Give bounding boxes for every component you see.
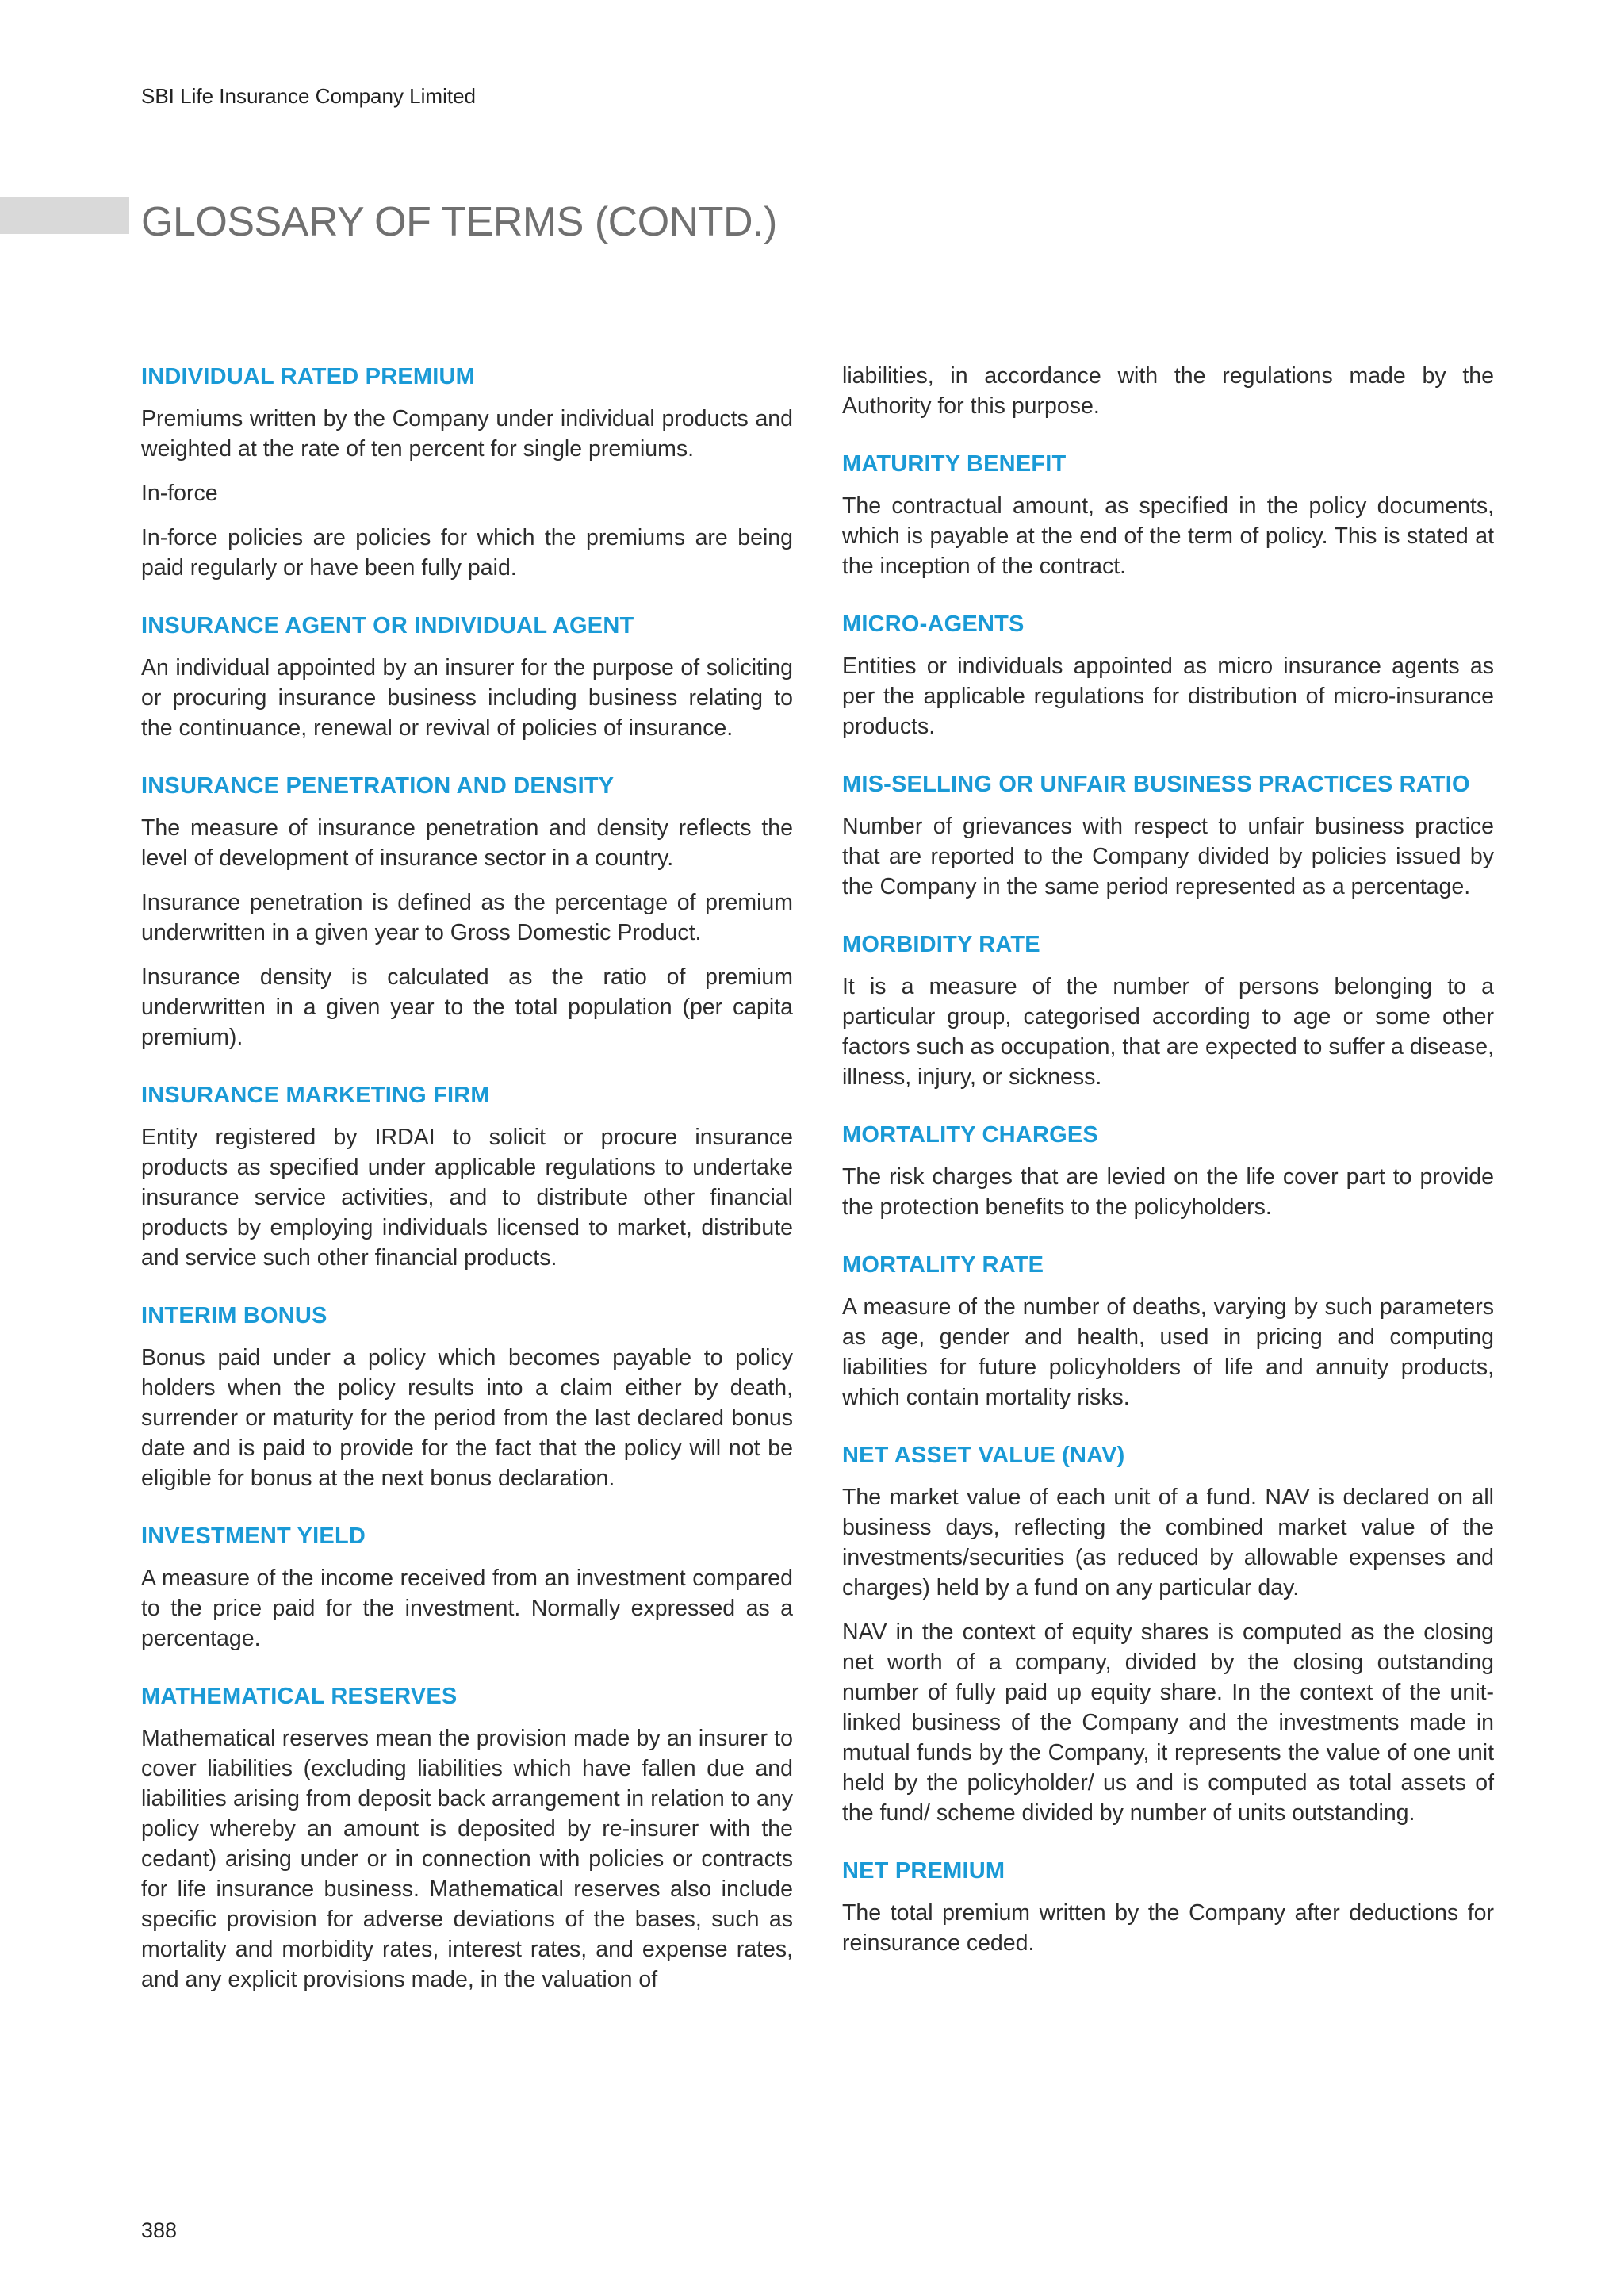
glossary-term-mortality-charges	[842, 1119, 1494, 1222]
term-definition: An individual appointed by an insurer for the purpose of soliciting or procuring insurance business including business relating to the continuance, renewal or revival of policies of insurance.	[141, 655, 793, 741]
glossary-term-net-asset-value-nav	[842, 1439, 1494, 1828]
page-title: GLOSSARY OF TERMS (CONTD.)	[141, 199, 777, 245]
term-heading: NET PREMIUM	[842, 1858, 1005, 1884]
term-heading: INSURANCE AGENT OR INDIVIDUAL AGENT	[141, 613, 634, 638]
glossary-term-insurance-agent-or-individual-agent	[141, 610, 793, 743]
term-definition: Mathematical reserves mean the provision made by an insurer to cover liabilities (excluding liabilities which have fallen due and liabilities arising from deposit back arrangement in relation to any policy whereby an amount is deposited by re-insurer with the cedant) arising under or in connection with policies or contracts for life insurance business. Mathematical reserves also include specific provision for adverse deviations of the bases, such as mortality and morbidity rates, interest rates, and expense rates, and any explicit provisions made, in the valuation of	[141, 1726, 793, 1992]
term-definition: It is a measure of the number of persons belonging to a particular group, categorised according to age or some other factors such as occupation, that are expected to suffer a disease, illness, injury, or sickness.	[842, 974, 1494, 1090]
term-definition: Number of grievances with respect to unfair business practice that are reported to the Company divided by policies issued by the Company in the same period represented as a percentage.	[842, 814, 1494, 899]
term-definition: The risk charges that are levied on the life cover part to provide the protection benefits to the policyholders.	[842, 1164, 1494, 1220]
term-definition: In-force	[141, 481, 218, 506]
term-heading: MORTALITY CHARGES	[842, 1122, 1098, 1148]
term-heading: NET ASSET VALUE (NAV)	[842, 1443, 1125, 1468]
term-definition: In-force policies are policies for which the premiums are being paid regularly or have been fully paid.	[141, 525, 793, 581]
term-heading: MORBIDITY RATE	[842, 932, 1040, 957]
term-definition: Insurance density is calculated as the ratio of premium underwritten in a given year to the total population (per capita premium).	[141, 964, 793, 1050]
term-definition: The market value of each unit of a fund. NAV is declared on all business days, reflecting the combined market value of the investments/securities (as reduced by allowable expenses and charges) held by a fund on any particular day.	[842, 1485, 1494, 1600]
glossary-term-net-premium	[842, 1855, 1494, 1958]
term-definition: A measure of the income received from an investment compared to the price paid for the investment. Normally expressed as a percentage.	[141, 1566, 793, 1651]
glossary-term-individual-rated-premium	[141, 361, 793, 583]
term-definition: The measure of insurance penetration and density reflects the level of development of insurance sector in a country.	[141, 815, 793, 871]
company-name: SBI Life Insurance Company Limited	[141, 84, 476, 108]
glossary-term-interim-bonus	[141, 1300, 793, 1493]
glossary-term-mis-selling-or-unfair-business-practices-ratio	[842, 769, 1494, 902]
term-definition: The contractual amount, as specified in the policy documents, which is payable at the end of the term of policy. This is stated at the inception of the contract.	[842, 493, 1494, 579]
page-number: 388	[141, 2218, 178, 2242]
term-heading: MORTALITY RATE	[842, 1252, 1044, 1278]
glossary-term-mathematical-reserves	[141, 1681, 793, 1995]
term-heading: INSURANCE PENETRATION AND DENSITY	[141, 773, 615, 799]
term-definition: Entity registered by IRDAI to solicit or procure insurance products as specified under applicable regulations to undertake insurance service activities, and to distribute other financial products by employing individuals licensed to market, distribute and service such other financial products.	[141, 1125, 793, 1271]
right-column	[842, 361, 1494, 1985]
term-definition: Premiums written by the Company under individual products and weighted at the rate of ten percent for single premiums.	[141, 406, 793, 462]
glossary-term-continued	[842, 361, 1494, 421]
term-definition: Insurance penetration is defined as the percentage of premium underwritten in a given year to Gross Domestic Product.	[141, 890, 793, 945]
term-heading: MICRO-AGENTS	[842, 611, 1025, 637]
term-heading: INTERIM BONUS	[141, 1303, 327, 1328]
term-heading: INDIVIDUAL RATED PREMIUM	[141, 364, 476, 389]
glossary-term-mortality-rate	[842, 1249, 1494, 1412]
glossary-term-morbidity-rate	[842, 929, 1494, 1092]
glossary-term-insurance-penetration-and-density	[141, 770, 793, 1052]
term-heading: INSURANCE MARKETING FIRM	[141, 1083, 490, 1108]
term-heading: MATHEMATICAL RESERVES	[141, 1684, 458, 1709]
term-definition: NAV in the context of equity shares is computed as the closing net worth of a company, divided by the closing outstanding number of fully paid up equity share. In the context of the unit-linked business of the Company and the investments made in mutual funds by the Company, it represents the value of one unit held by the policyholder/ us and is computed as total assets of the fund/ scheme divided by number of units outstanding.	[842, 1619, 1494, 1826]
term-definition: Entities or individuals appointed as micro insurance agents as per the applicable regulations for distribution of micro-insurance products.	[842, 654, 1494, 739]
glossary-term-insurance-marketing-firm	[141, 1079, 793, 1273]
glossary-term-maturity-benefit	[842, 448, 1494, 581]
term-definition: A measure of the number of deaths, varying by such parameters as age, gender and health, used in pricing and computing liabilities for future policyholders of life and annuity products, which contain mortality risks.	[842, 1294, 1494, 1410]
glossary-term-investment-yield	[141, 1520, 793, 1654]
term-heading: MATURITY BENEFIT	[842, 451, 1067, 477]
left-column	[141, 361, 793, 2022]
term-definition: Bonus paid under a policy which becomes payable to policy holders when the policy results into a claim either by death, surrender or maturity for the period from the last declared bonus date and is paid to provide for the fact that the policy will not be eligible for bonus at the next bonus declaration.	[141, 1345, 793, 1491]
term-heading: INVESTMENT YIELD	[141, 1524, 366, 1549]
title-accent-bar	[0, 197, 129, 234]
term-definition: liabilities, in accordance with the regulations made by the Authority for this purpose.	[842, 363, 1494, 419]
term-heading: MIS-SELLING OR UNFAIR BUSINESS PRACTICES RATIO	[842, 772, 1470, 797]
term-definition: The total premium written by the Company after deductions for reinsurance ceded.	[842, 1900, 1494, 1956]
glossary-term-micro-agents	[842, 608, 1494, 742]
